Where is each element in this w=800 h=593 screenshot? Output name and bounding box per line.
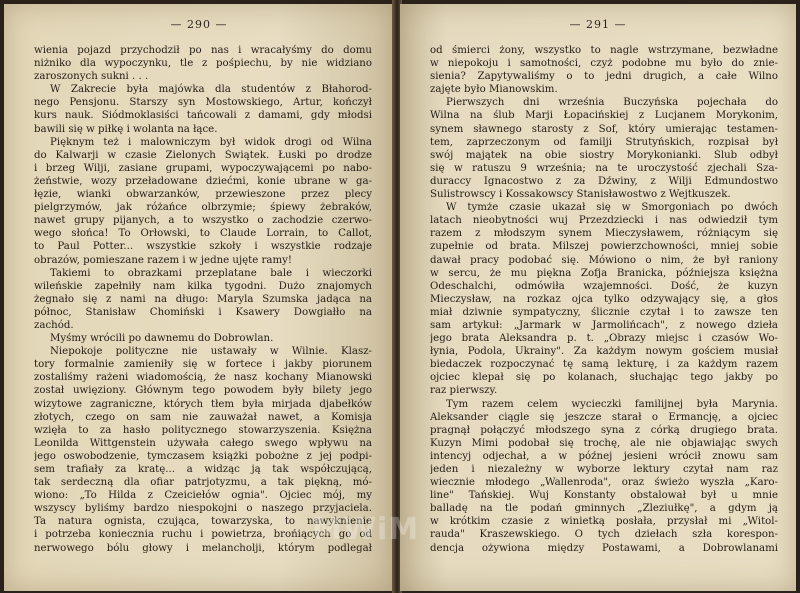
text-line: intencyj odjechał, a w późnej jesieni wrócił znowu sam	[430, 450, 778, 462]
text-line: wizytowe zagraniczne, których tłem była mirjada djabełków	[34, 398, 372, 410]
text-line: Tym razem celem wycieczki familijnej była Marynia.	[446, 398, 778, 410]
text-line: wzięła to za hasło politycznego stowarzyszenia. Księżna	[34, 424, 372, 436]
text-line: zajęte było Mianowskim.	[430, 84, 558, 96]
text-line: nerwowego bólu głowy i melancholji, którym podlegał	[34, 542, 372, 554]
text-line: Mieczysław, na rozkaz ojca tylko odzywający się, a głos	[430, 293, 778, 305]
text-line: rauda" Kraszewskiego. O tych dziełach szła korespon-	[430, 529, 778, 541]
text-line: tem, zaprzeczonym od familji Strutyńskich, rozpisał był	[430, 136, 778, 148]
text-line: Wilna na ślub Marji Łopacińskiej z Lucjanem Morykonim,	[430, 110, 778, 122]
text-line: zupełnie od brata. Milszej powierzchowności, mniej sobie	[430, 241, 778, 253]
text-line: W tymże czasie ukazał się w Smorgoniach po dwóch	[446, 202, 778, 214]
text-line: w niepokoju i samotności, czyż podobne mu było do znie-	[430, 58, 778, 70]
text-line: dencja ożywiona między Postawami, a Dobrowlanami	[430, 542, 778, 554]
text-line: zachód.	[34, 319, 74, 331]
text-line: Myśmy wrócili po dawnemu do Dobrowlan.	[50, 333, 274, 345]
text-line: nego Pensjonu. Starszy syn Mostowskiego, Artur, kończył	[34, 97, 372, 109]
text-line: wszyscy byliśmy bardzo niespokojni o naszego przyjaciela.	[34, 503, 372, 515]
left-page-number: — 290 —	[170, 18, 228, 31]
text-line: sem trafiały za kratę... a widząc ją tak współczującą,	[34, 464, 372, 475]
text-line: line" Tańskiej. Wuj Konstanty obstalował był u mnie	[430, 490, 778, 502]
right-page-text	[430, 44, 778, 555]
right-page-number: — 291 —	[569, 18, 627, 31]
text-line: pragnął połączyć młodszego syna z córką drugiego brata.	[430, 424, 778, 436]
text-line: Ta natura ognista, czująca, towarzyska, to nawyknienie	[34, 516, 372, 528]
text-line: Sulistrowscy i Kossakowscy Stanisławostwo z Wejtkuszek.	[430, 189, 731, 201]
text-line: Odeschalchi, odmówiła wzajemności. Dość, że kuzyn	[430, 280, 778, 292]
text-line: niżniko dla wypoczynku, tle z pośpiechu, by nie widziano	[34, 58, 372, 70]
text-line: W Zakrecie była majówka dla studentów z Błahorod-	[50, 84, 372, 96]
text-line: razem z młodszym synem Mieczysławem, różniącym się	[430, 228, 778, 240]
text-line: latach nieobytności wuj Przezdziecki i nas odwiedził tym	[430, 215, 778, 227]
text-line: sienia? Zapytywaliśmy o to jedni drugich, a całe Wilno	[430, 71, 778, 83]
text-line: łęzie, wianki obwarzanków, przewieszone przez plecy	[34, 189, 372, 201]
text-line: synem sławnego starosty z Sof, który umierając testamen-	[430, 123, 778, 135]
text-line: od śmierci żony, wszystko to nagle wstrzymane, bezwładne	[430, 45, 778, 56]
text-line: zaroszonych sukni . . .	[34, 71, 149, 83]
text-line: duraccy Ignacostwo z za Dźwiny, z Wilji Edmundostwo	[430, 175, 778, 187]
text-line: wienia pojazd przychodził po nas i wracałyśmy do domu	[34, 45, 372, 56]
text-line: to Paul Potter... wszystkie szkoły i wszystkie rodzaje	[34, 241, 372, 253]
text-line: północ, Stanisław Chomiński i Ksawery Dowgiałło na	[34, 306, 372, 318]
text-line: złotych, czego on sam nie zauważał nawet, a Komisja	[34, 411, 372, 423]
text-line: biedaczek rozpoczynać tę samą lekturę, i za każdym razem	[430, 359, 778, 371]
text-line: pielgrzymów, jak różańce olbrzymie; śpiewy żebraków,	[34, 202, 372, 214]
watermark-logo: MWiM	[312, 512, 420, 547]
text-line: swój majątek na obie siostry Morykonianki. Ślub odbył	[430, 149, 778, 161]
text-line: dawał pracy podobać się. Mówiono o nim, że był raniony	[430, 254, 778, 266]
left-page	[4, 4, 394, 591]
text-line: kurs nauk. Siódmoklasiści tańcowali z damami, gdy młodsi	[34, 110, 372, 122]
text-line: jeden i niezależny w wyborze lektury czytał nam raz	[430, 464, 778, 475]
text-line: wileńskie zapełniły nam kilka tygodni. Dużo znajomych	[34, 280, 372, 292]
text-line: Niepokoje polityczne nie ustawały w Wilnie. Klasz-	[50, 346, 372, 358]
text-line: i potrzeba koniecznia ruchu i powietrza, brońiących go od	[34, 529, 372, 541]
text-line: żeństwie, wozy przeładowane dziećmi, konie ubrane w ga-	[34, 175, 372, 187]
text-line: jego brata Aleksandra p. t. „Obrazy miejsc i czasów Wo-	[430, 333, 778, 345]
text-line: Pierwszych dni września Buczyńska pojechała do	[446, 97, 778, 109]
left-page-text	[34, 44, 372, 555]
text-line: Aleksander ciągle się jeszcze starał o Ermancję, a ojciec	[430, 411, 778, 423]
text-line: w krótkim czasie z winietką posłała, przysłał mi „Witol-	[430, 516, 778, 528]
text-line: tak serdeczną dla ofiar patrjotyzmu, a tak piękną, mó-	[34, 477, 372, 489]
text-line: balladę na tle podań gminnych „Zleziułkę", a gdym ją	[430, 503, 778, 515]
right-page	[400, 4, 796, 591]
text-line: obrazów, pomieszane razem i w jedne ujęte ramy!	[34, 254, 292, 266]
text-line: się w ratuszu 9 września; na te uroczystość zjechali Sza-	[430, 162, 778, 174]
text-line: wiono: „To Hilda z Czeiciełów ognia". Ojciec mój, my	[34, 490, 372, 502]
text-line: Takiemi to obrazkami przeplatane bale i wieczorki	[50, 267, 372, 279]
text-line: w sercu, że mu piękna Zofja Branicka, późniejsza księżna	[430, 267, 778, 279]
text-line: sam artykuł: „Jarmark w Jarmolińcach", z nowego dzieła	[430, 319, 778, 331]
text-line: Pięknym też i malowniczym był widok drogi od Wilna	[50, 136, 372, 148]
text-line: Leonilda Wittgenstein używała całego swego wpływu na	[34, 437, 372, 449]
text-line: łynia, Podola, Ukrainy". Za każdym nowym gościem musiał	[430, 346, 778, 358]
text-line: raz pierwszy.	[430, 385, 498, 397]
text-line: i brzeg Wilji, zasiane grupami, wypoczywającemi po nabo-	[34, 162, 372, 174]
text-line: tory formalnie zamieniły się w fortece i jakby piorunem	[34, 359, 372, 371]
text-line: jego oswobodzenie, tymczasem książki pobożne z jej podpi-	[34, 450, 372, 462]
text-line: do Kalwarji w czasie Zielonych Świątek. Łuski po drodze	[34, 149, 372, 161]
text-line: nawet grupy pijanych, a to wszystko o zachodzie czerwo-	[34, 215, 372, 227]
text-line: bawili się w piłkę i wolanta na łące.	[34, 123, 218, 135]
text-line: wiecznie młodego „Wallenroda", oraz świeżo wyszła „Karo-	[430, 477, 778, 489]
text-line: został uwięziony. Głównym tego powodem były bilety jego	[34, 385, 372, 397]
text-line: miał dziwnie sympatyczny, ślicznie czytał i to zawsze ten	[430, 306, 778, 318]
text-line: Kuzyn Mimi podobał się trochę, ale nie objawiając swych	[430, 437, 778, 449]
text-line: zostaliśmy rażeni wiadomością, że nasz kochany Mianowski	[34, 372, 372, 384]
text-line: żegnało się z nami na długo: Maryla Szumska jadąca na	[34, 293, 372, 305]
text-line: ojciec klepał się po kolanach, słuchając tego jakby po	[430, 372, 778, 384]
text-line: wego słońca! To Orłowski, to Claude Lorrain, to Callot,	[34, 228, 372, 240]
